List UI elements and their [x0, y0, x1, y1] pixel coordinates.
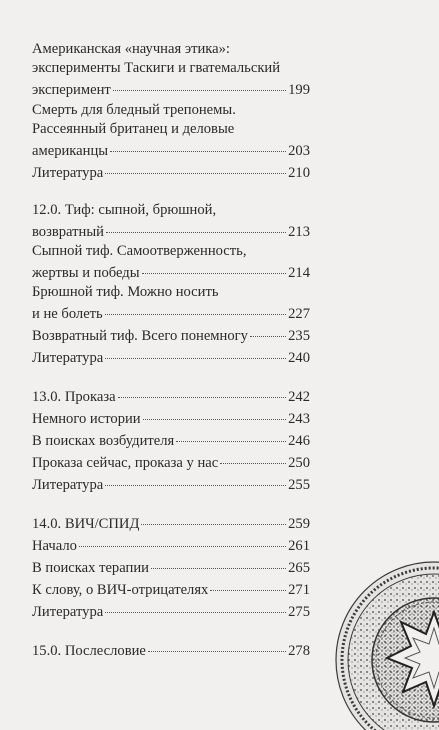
toc-entry	[32, 474, 310, 496]
toc-entry-title: К слову, о ВИЧ-отрицателях	[32, 582, 209, 599]
toc-entry-line: Сыпной тиф. Самоотверженность,	[32, 243, 247, 260]
toc-page-number: 203	[288, 143, 310, 160]
dot-leader	[250, 322, 286, 338]
toc-chapter	[32, 201, 310, 242]
dot-leader	[141, 510, 286, 526]
toc-entry	[32, 601, 310, 623]
dot-leader	[220, 449, 286, 465]
toc-page-number: 255	[288, 477, 310, 494]
toc-entry-title: 13.0. Проказа	[32, 389, 116, 406]
toc-page-number: 250	[288, 455, 310, 472]
toc-entry	[32, 283, 310, 324]
dot-leader	[118, 383, 287, 399]
toc-page-number: 235	[288, 328, 310, 345]
dot-leader	[106, 217, 286, 233]
dot-leader	[79, 532, 286, 548]
toc-entry	[32, 242, 310, 283]
toc-page-number: 210	[288, 165, 310, 182]
dot-leader	[105, 598, 286, 614]
table-of-contents	[32, 40, 310, 662]
toc-entry-title: эксперимент	[32, 82, 111, 99]
toc-entry-line: Рассеянный британец и деловые	[32, 121, 235, 138]
toc-entry-title: Литература	[32, 350, 104, 367]
dot-leader	[143, 405, 286, 421]
toc-entry-title: Литература	[32, 604, 104, 621]
toc-entry-title: В поисках возбудителя	[32, 433, 175, 450]
dot-leader	[105, 344, 286, 360]
toc-entry-title: 14.0. ВИЧ/СПИД	[32, 516, 140, 533]
toc-entry-title: возвратный	[32, 223, 104, 240]
toc-entry-line: Брюшной тиф. Можно носить	[32, 284, 219, 301]
toc-entry	[32, 101, 310, 162]
toc-page-number: 246	[288, 433, 310, 450]
toc-entry-title: и не болеть	[32, 306, 103, 323]
dot-leader	[105, 159, 286, 175]
toc-page-number: 271	[288, 582, 310, 599]
dot-leader	[110, 137, 286, 153]
toc-page-number: 240	[288, 350, 310, 367]
toc-entry-title: американцы	[32, 143, 109, 160]
toc-entry-title: 15.0. Послесловие	[32, 643, 146, 660]
toc-page-number: 214	[288, 265, 310, 282]
toc-entry-title: Литература	[32, 477, 104, 494]
toc-entry-title: Немного истории	[32, 411, 141, 428]
dot-leader	[105, 300, 286, 316]
toc-entry	[32, 40, 310, 101]
toc-page-number: 227	[288, 306, 310, 323]
toc-page-number: 242	[288, 389, 310, 406]
toc-chapter	[32, 640, 310, 662]
toc-entry	[32, 162, 310, 184]
toc-entry-line: эксперименты Таскиги и гватемальский	[32, 60, 281, 77]
toc-entry-title: В поисках терапии	[32, 560, 149, 577]
toc-page-number: 243	[288, 411, 310, 428]
dot-leader	[148, 637, 286, 653]
toc-entry-line: Смерть для бледный трепонемы.	[32, 101, 236, 118]
toc-page-number: 199	[288, 82, 310, 99]
cell-cross-section-icon	[329, 550, 439, 730]
toc-entry-title: жертвы и победы	[32, 265, 140, 282]
section-gap	[32, 184, 310, 201]
toc-entry-title: Возвратный тиф. Всего понемногу	[32, 328, 248, 345]
toc-entry-line: Американская «научная этика»:	[32, 41, 230, 57]
dot-leader	[142, 258, 287, 274]
toc-entry-title: Литература	[32, 165, 104, 182]
dot-leader	[151, 554, 286, 570]
toc-entry-line: 12.0. Тиф: сыпной, брюшной,	[32, 201, 217, 218]
toc-page-number: 278	[288, 643, 310, 660]
toc-entry-title: Начало	[32, 538, 77, 555]
toc-entry	[32, 347, 310, 369]
dot-leader	[176, 427, 286, 443]
dot-leader	[105, 471, 286, 487]
dot-leader	[210, 576, 286, 592]
toc-page-number: 259	[288, 516, 310, 533]
toc-page-number: 275	[288, 604, 310, 621]
toc-entry-title: Проказа сейчас, проказа у нас	[32, 455, 219, 472]
toc-page-number: 213	[288, 223, 310, 240]
toc-page-number: 261	[288, 538, 310, 555]
dot-leader	[113, 76, 286, 92]
toc-page-number: 265	[288, 560, 310, 577]
